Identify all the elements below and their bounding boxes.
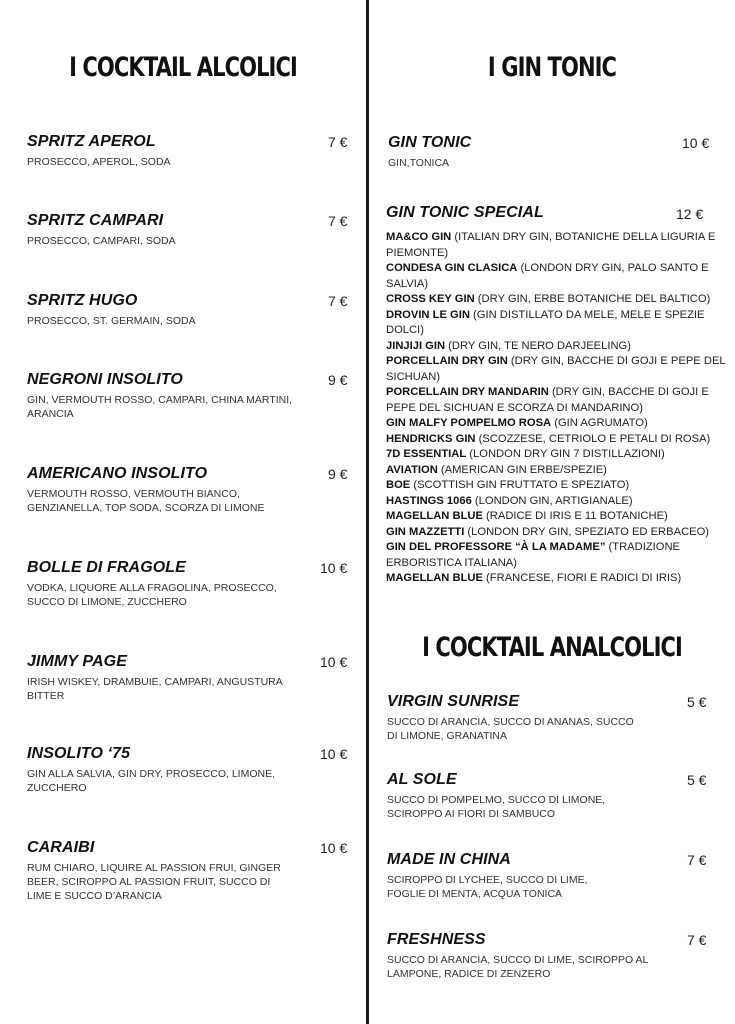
gin-entry: GIN MALFY POMPELMO ROSA (GIN AGRUMATO) — [386, 417, 648, 429]
gin-entry: PORCELLAIN DRY MANDARIN (DRY GIN, BACCHE DI GOJI E PEPE DEL SICHUAN E SCORZA DI MANDARINO) — [386, 386, 709, 414]
item-price: 7 € — [328, 213, 348, 229]
gin-entry: GIN DEL PROFESSORE “À LA MADAME” (TRADIZIONE ERBORISTICA ITALIANA) — [386, 541, 681, 569]
item-description: RUM CHIARO, LIQUIRE AL PASSION FRUI, GINGER BEER, SCIROPPO AL PASSION FRUIT, SUCCO DI LIME E SUCCO D’ARANCIA — [27, 862, 281, 902]
left-menu-page — [0, 0, 366, 1024]
item-name: GIN TONIC — [388, 134, 472, 151]
gin-entry: CONDESA GIN CLASICA (LONDON DRY GIN, PALO SANTO E SALVIA) — [386, 262, 709, 290]
menu-item-bolle-di-fragole — [27, 559, 287, 609]
menu-item-spritz-hugo — [27, 292, 267, 328]
item-description: SUCCO DI POMPELMO, SUCCO DI LIMONE, SCIROPPO AI FIORI DI SAMBUCO — [387, 794, 606, 820]
item-price: 7 € — [328, 293, 348, 309]
item-description: IRISH WISKEY, DRAMBUIE, CAMPARI, ANGUSTURA BITTER — [27, 676, 283, 702]
gin-entry: GIN MAZZETTI (LONDON DRY GIN, SPEZIATO ED ERBACEO) — [386, 525, 710, 538]
item-name: MADE IN CHINA — [387, 851, 511, 868]
gin-entry: HENDRICKS GIN (SCOZZESE, CETRIOLO E PETALI DI ROSA) — [386, 432, 711, 445]
item-name: JIMMY PAGE — [27, 653, 127, 670]
gin-entry: AVIATION (AMERICAN GIN ERBE/SPEZIE) — [386, 463, 607, 476]
item-price: 7 € — [687, 852, 707, 868]
menu-item-spritz-campari — [27, 212, 267, 248]
item-price: 10 € — [320, 840, 348, 856]
menu-item-spritz-aperol — [27, 133, 267, 169]
menu-item-gin-tonic — [388, 134, 628, 170]
item-name: GIN TONIC SPECIAL — [386, 204, 544, 221]
item-description: GIN,TONICA — [388, 157, 450, 169]
menu-item-al-sole — [387, 771, 627, 821]
item-price: 5 € — [687, 772, 707, 788]
item-name: SPRITZ HUGO — [27, 292, 138, 309]
menu-item-made-in-china — [387, 851, 627, 901]
item-price: 12 € — [676, 206, 704, 222]
gin-selection-list — [386, 230, 732, 587]
item-name: VIRGIN SUNRISE — [387, 693, 520, 710]
item-name: BOLLE DI FRAGOLE — [27, 559, 186, 576]
item-description: PROSECCO, ST. GERMAIN, SODA — [27, 315, 196, 327]
item-description: VERMOUTH ROSSO, VERMOUTH BIANCO, GENZIANELLA, TOP SODA, SCORZA DI LIMONE — [27, 488, 265, 514]
menu-item-insolito-75 — [27, 745, 287, 795]
menu-item-caraibi — [27, 839, 287, 903]
item-description: SUCCO DI ARANCIA, SUCCO DI ANANAS, SUCCO DI LIMONE, GRANATINA — [387, 716, 634, 742]
section-heading-cocktail-alcolici: I COCKTAIL ALCOLICI — [69, 52, 297, 83]
item-description: GIN, VERMOUTH ROSSO, CAMPARI, CHINA MARTINI, ARANCIA — [27, 394, 293, 420]
gin-entry: CROSS KEY GIN (DRY GIN, ERBE BOTANICHE DEL BALTICO) — [386, 293, 711, 305]
item-price: 5 € — [687, 694, 707, 710]
menu-item-jimmy-page — [27, 653, 302, 703]
item-name: AL SOLE — [387, 771, 457, 788]
item-price: 7 € — [328, 134, 348, 150]
item-price: 7 € — [687, 932, 707, 948]
gin-entry: HASTINGS 1066 (LONDON GIN, ARTIGIANALE) — [386, 494, 633, 507]
gin-entry: MAGELLAN BLUE (RADICE DI IRIS E 11 BOTANICHE) — [386, 510, 668, 522]
section-heading-cocktail-analcolici: I COCKTAIL ANALCOLICI — [422, 632, 682, 663]
gin-entry: MAGELLAN BLUE (FRANCESE, FIORI E RADICI DI IRIS) — [386, 572, 682, 584]
item-name: SPRITZ CAMPARI — [27, 212, 164, 229]
item-price: 9 € — [328, 466, 348, 482]
item-description: VODKA, LIQUORE ALLA FRAGOLINA, PROSECCO, SUCCO DI LIMONE, ZUCCHERO — [27, 582, 277, 608]
gin-entry: MA&CO GIN (ITALIAN DRY GIN, BOTANICHE DELLA LIGURIA E PIEMONTE) — [386, 231, 716, 259]
gin-entry: PORCELLAIN DRY GIN (DRY GIN, BACCHE DI GOJI E PEPE DEL SICHUAN) — [386, 355, 726, 383]
gin-entry: 7D ESSENTIAL (LONDON DRY GIN 7 DISTILLAZIONI) — [386, 448, 665, 460]
item-description: SUCCO DI ARANCIA, SUCCO DI LIME, SCIROPPO AL LAMPONE, RADICE DI ZENZERO — [387, 954, 648, 980]
item-price: 9 € — [328, 372, 348, 388]
item-name: NEGRONI INSOLITO — [27, 371, 183, 388]
gin-entry: DROVIN LE GIN (GIN DISTILLATO DA MELE, MELE E SPEZIE DOLCI) — [386, 308, 705, 336]
item-name: SPRITZ APEROL — [27, 133, 156, 150]
section-heading-gin-tonic: I GIN TONIC — [487, 52, 617, 83]
item-name: AMERICANO INSOLITO — [27, 465, 208, 482]
gin-entry: BOE (SCOTTISH GIN FRUTTATO E SPEZIATO) — [386, 479, 630, 491]
item-description: PROSECCO, CAMPARI, SODA — [27, 235, 176, 247]
menu-item-americano-insolito — [27, 465, 277, 515]
menu-item-negroni-insolito — [27, 371, 302, 421]
menu-item-gin-tonic-special — [386, 204, 544, 222]
item-name: INSOLITO ‘75 — [27, 745, 131, 762]
item-price: 10 € — [682, 135, 710, 151]
item-name: FRESHNESS — [387, 931, 486, 948]
item-description: GIN ALLA SALVIA, GIN DRY, PROSECCO, LIMONE, ZUCCHERO — [27, 768, 276, 794]
gin-entry: JINJIJI GIN (DRY GIN, TE NERO DARJEELING) — [386, 339, 631, 352]
menu-item-virgin-sunrise — [387, 693, 637, 743]
menu-item-freshness — [387, 931, 677, 981]
item-price: 10 € — [320, 560, 348, 576]
item-description: PROSECCO, APEROL, SODA — [27, 156, 171, 168]
item-description: SCIROPPO DI LYCHEE, SUCCO DI LIME, FOGLIE DI MENTA, ACQUA TONICA — [387, 874, 588, 900]
item-name: CARAIBI — [27, 839, 95, 856]
item-price: 10 € — [320, 746, 348, 762]
right-menu-page — [369, 0, 735, 1024]
item-price: 10 € — [320, 654, 348, 670]
